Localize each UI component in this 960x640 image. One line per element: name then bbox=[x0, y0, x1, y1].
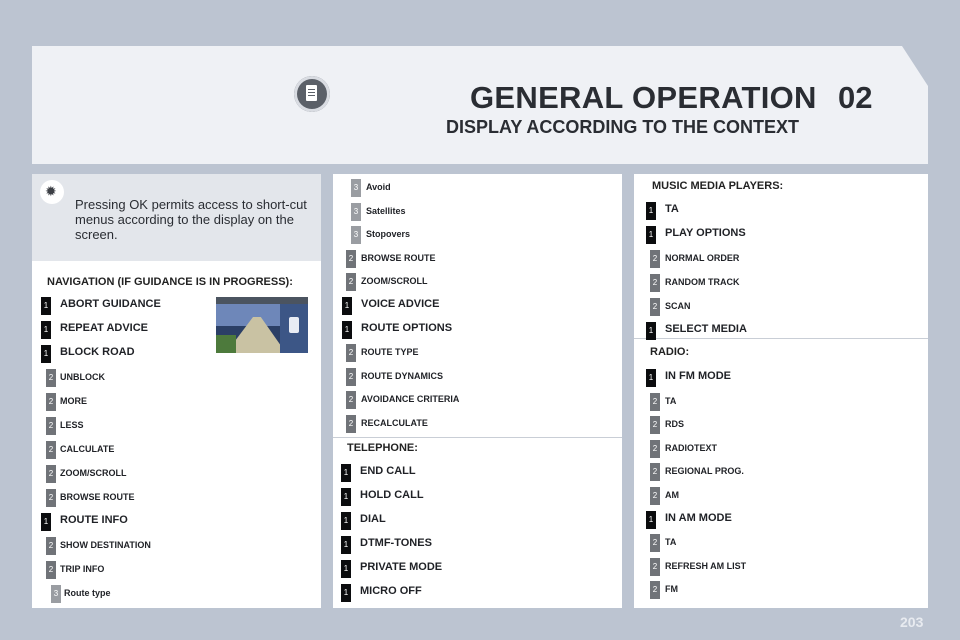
level-badge: 1 bbox=[342, 297, 352, 315]
music-heading: MUSIC MEDIA PLAYERS: bbox=[652, 180, 784, 192]
navigation-menu-item: REPEAT ADVICE bbox=[60, 322, 149, 334]
navigation-menu-item: LESS bbox=[60, 420, 84, 430]
music-menu-item: PLAY OPTIONS bbox=[665, 227, 746, 239]
level-badge: 3 bbox=[351, 226, 361, 244]
music-menu-item: SELECT MEDIA bbox=[665, 323, 747, 335]
level-badge: 1 bbox=[41, 345, 51, 363]
music-menu-item: RANDOM TRACK bbox=[665, 277, 740, 287]
level-badge: 1 bbox=[646, 322, 656, 340]
middle-menu-item: ROUTE OPTIONS bbox=[361, 321, 453, 334]
middle-menu-item: AVOIDANCE CRITERIA bbox=[361, 394, 460, 405]
navigation-menu-item: ZOOM/SCROLL bbox=[60, 468, 127, 478]
page-subtitle: DISPLAY ACCORDING TO THE CONTEXT bbox=[446, 117, 800, 137]
divider bbox=[333, 437, 622, 438]
level-badge: 2 bbox=[346, 391, 356, 409]
divider bbox=[634, 338, 928, 339]
level-badge: 2 bbox=[46, 561, 56, 579]
level-badge: 3 bbox=[351, 203, 361, 221]
music-menu-item: TA bbox=[665, 203, 679, 215]
navigation-menu-item: TRIP INFO bbox=[60, 564, 105, 574]
level-badge: 2 bbox=[650, 440, 660, 458]
radio-heading: RADIO: bbox=[650, 346, 690, 358]
document-icon bbox=[294, 76, 330, 112]
middle-menu-item: Avoid bbox=[366, 182, 391, 192]
navigation-menu-item: ABORT GUIDANCE bbox=[60, 298, 161, 310]
level-badge: 2 bbox=[650, 581, 660, 599]
level-badge: 2 bbox=[46, 369, 56, 387]
sun-icon: ✹ bbox=[40, 180, 64, 204]
radio-menu-item: TA bbox=[665, 537, 677, 548]
level-badge: 2 bbox=[346, 344, 356, 362]
radio-menu-item: AM bbox=[665, 490, 679, 500]
level-badge: 3 bbox=[351, 179, 361, 197]
level-badge: 2 bbox=[346, 368, 356, 386]
telephone-menu-item: PRIVATE MODE bbox=[360, 561, 443, 573]
telephone-menu-item: HOLD CALL bbox=[360, 489, 424, 501]
navigation-menu-item: BLOCK ROAD bbox=[60, 346, 135, 358]
level-badge: 1 bbox=[341, 512, 351, 530]
telephone-heading: TELEPHONE: bbox=[347, 442, 418, 454]
level-badge: 3 bbox=[51, 585, 61, 603]
navigation-menu-item: SHOW DESTINATION bbox=[60, 540, 151, 550]
level-badge: 2 bbox=[650, 298, 660, 316]
level-badge: 2 bbox=[46, 465, 56, 483]
level-badge: 1 bbox=[341, 464, 351, 482]
level-badge: 2 bbox=[346, 415, 356, 433]
level-badge: 2 bbox=[650, 250, 660, 268]
right-panel bbox=[634, 174, 928, 608]
navigation-heading: NAVIGATION (IF GUIDANCE IS IN PROGRESS): bbox=[47, 276, 293, 288]
level-badge: 2 bbox=[46, 537, 56, 555]
page-number: 203 bbox=[900, 614, 924, 630]
music-menu-item: NORMAL ORDER bbox=[665, 253, 740, 263]
navigation-menu-item: Route type bbox=[64, 588, 111, 598]
level-badge: 2 bbox=[46, 441, 56, 459]
telephone-menu-item: END CALL bbox=[360, 465, 416, 477]
level-badge: 2 bbox=[650, 534, 660, 552]
radio-menu-item: REGIONAL PROG. bbox=[665, 466, 744, 477]
level-badge: 2 bbox=[650, 416, 660, 434]
level-badge: 1 bbox=[41, 321, 51, 339]
level-badge: 2 bbox=[650, 487, 660, 505]
radio-menu-item: RADIOTEXT bbox=[665, 442, 718, 453]
level-badge: 2 bbox=[46, 489, 56, 507]
level-badge: 1 bbox=[341, 584, 351, 602]
level-badge: 1 bbox=[342, 321, 352, 339]
navigation-menu-item: ROUTE INFO bbox=[60, 514, 128, 526]
level-badge: 2 bbox=[346, 250, 356, 268]
level-badge: 2 bbox=[650, 463, 660, 481]
middle-menu-item: ROUTE TYPE bbox=[361, 347, 419, 358]
level-badge: 1 bbox=[341, 536, 351, 554]
level-badge: 1 bbox=[646, 369, 656, 387]
middle-menu-item: Satellites bbox=[366, 205, 406, 216]
tip-text: Pressing OK permits access to short-cut menus according to the display on the screen. bbox=[75, 197, 307, 242]
radio-menu-item: IN AM MODE bbox=[665, 511, 732, 524]
level-badge: 2 bbox=[346, 273, 356, 291]
telephone-menu-item: MICRO OFF bbox=[360, 585, 422, 597]
middle-menu-item: BROWSE ROUTE bbox=[361, 252, 436, 263]
level-badge: 1 bbox=[41, 297, 51, 315]
music-menu-item: SCAN bbox=[665, 301, 691, 311]
middle-menu-item: RECALCULATE bbox=[361, 418, 428, 428]
level-badge: 1 bbox=[341, 560, 351, 578]
telephone-menu-item: DTMF-TONES bbox=[360, 537, 432, 549]
level-badge: 2 bbox=[650, 558, 660, 576]
level-badge: 1 bbox=[646, 226, 656, 244]
radio-menu-item: IN FM MODE bbox=[665, 370, 731, 382]
level-badge: 1 bbox=[41, 513, 51, 531]
middle-menu-item: VOICE ADVICE bbox=[361, 298, 440, 310]
telephone-menu-item: DIAL bbox=[360, 513, 386, 525]
navigation-menu-item: MORE bbox=[60, 396, 87, 406]
level-badge: 1 bbox=[646, 202, 656, 220]
middle-menu-item: ZOOM/SCROLL bbox=[361, 276, 428, 287]
level-badge: 1 bbox=[646, 511, 656, 529]
radio-menu-item: REFRESH AM LIST bbox=[665, 560, 747, 571]
level-badge: 1 bbox=[341, 488, 351, 506]
middle-menu-item: Stopovers bbox=[366, 229, 411, 240]
radio-menu-item: FM bbox=[665, 584, 678, 595]
navigation-menu-item: BROWSE ROUTE bbox=[60, 492, 135, 502]
level-badge: 2 bbox=[650, 274, 660, 292]
level-badge: 2 bbox=[46, 417, 56, 435]
level-badge: 2 bbox=[46, 393, 56, 411]
navigation-menu-item: UNBLOCK bbox=[60, 372, 105, 382]
radio-menu-item: TA bbox=[665, 395, 677, 406]
middle-menu-item: ROUTE DYNAMICS bbox=[361, 370, 444, 381]
radio-menu-item: RDS bbox=[665, 419, 685, 430]
navigation-menu-item: CALCULATE bbox=[60, 444, 115, 454]
navigation-screen-thumbnail bbox=[216, 297, 308, 353]
level-badge: 2 bbox=[650, 393, 660, 411]
page-title: GENERAL OPERATION bbox=[470, 80, 817, 115]
chapter-number: 02 bbox=[838, 80, 873, 115]
